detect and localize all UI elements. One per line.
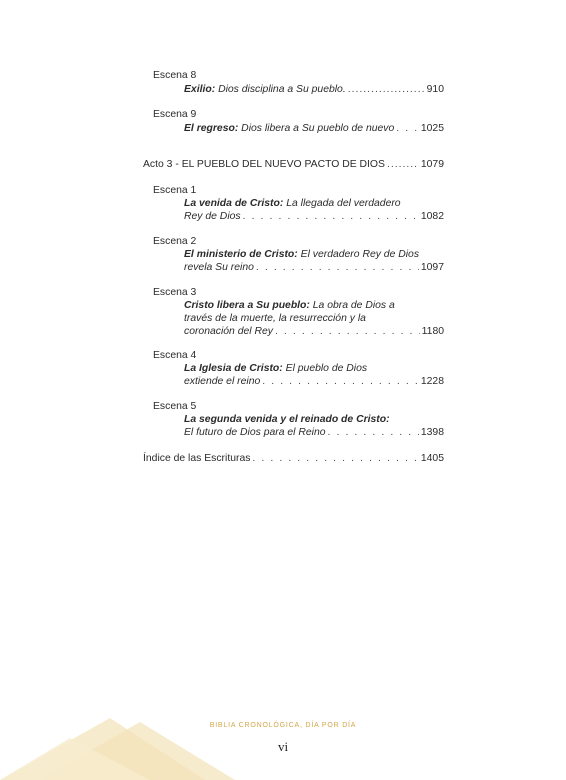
- dot-leader: [252, 453, 418, 464]
- page-number: 1398: [420, 427, 444, 438]
- toc-entry-ministerio-de-cristo[interactable]: [184, 262, 444, 273]
- dot-leader: [243, 211, 419, 222]
- entry-subtitle: coronación del Rey: [184, 326, 273, 337]
- page-number: 1405: [420, 453, 444, 464]
- scene-label: Escena 3: [153, 287, 197, 298]
- scene-label: Escena 2: [153, 236, 197, 247]
- entry-subtitle: Rey de Dios: [184, 211, 241, 222]
- page-number: 1228: [420, 376, 444, 387]
- toc-entry-iglesia-de-cristo[interactable]: [184, 376, 444, 387]
- dot-leader: [328, 427, 419, 438]
- entry-subtitle: El pueblo de Dios: [282, 363, 368, 374]
- scene-label: Escena 9: [153, 109, 197, 120]
- scene-label: Escena 1: [153, 185, 197, 196]
- entry-subtitle: El verdadero Rey de Dios: [297, 249, 420, 260]
- toc-entry-exilio[interactable]: [184, 84, 444, 95]
- dot-leader: [262, 376, 419, 387]
- entry-line: [184, 300, 395, 311]
- footer-book-title: BIBLIA CRONOLÓGICA, DÍA POR DÍA: [209, 722, 357, 729]
- toc-entry-regreso[interactable]: [184, 123, 444, 134]
- entry-line: [184, 249, 419, 260]
- entry-bold-title: La segunda venida y el reinado de Cristo:: [184, 414, 390, 425]
- entry-bold-title: Exilio:: [184, 84, 216, 95]
- page-number: 1082: [420, 211, 444, 222]
- dot-leader: [387, 159, 419, 170]
- entry-line: [184, 363, 367, 374]
- entry-line: [184, 198, 401, 209]
- entry-subtitle: extiende el reino: [184, 376, 261, 387]
- page-number: 910: [426, 84, 444, 95]
- toc-entry-cristo-libera[interactable]: [184, 326, 444, 337]
- page-number: 1097: [420, 262, 444, 273]
- index-title: Índice de las Escrituras: [143, 453, 251, 464]
- entry-subtitle: La llegada del verdadero: [283, 198, 401, 209]
- dot-leader: [256, 262, 419, 273]
- toc-entry-venida-de-cristo[interactable]: [184, 211, 444, 222]
- entry-bold-title: Cristo libera a Su pueblo:: [184, 300, 310, 311]
- entry-subtitle: El futuro de Dios para el Reino: [184, 427, 326, 438]
- scene-label: Escena 4: [153, 350, 197, 361]
- toc-entry-indice[interactable]: [143, 453, 444, 464]
- entry-bold-title: El regreso:: [184, 123, 239, 134]
- dot-leader: [348, 84, 425, 95]
- entry-subtitle: Dios disciplina a Su pueblo.: [215, 84, 346, 95]
- dot-leader: [396, 123, 419, 134]
- toc-entry-segunda-venida[interactable]: [184, 427, 444, 438]
- entry-subtitle: revela Su reino: [184, 262, 254, 273]
- dot-leader: [275, 326, 420, 337]
- entry-line: [184, 414, 390, 425]
- scene-label: Escena 8: [153, 70, 197, 81]
- entry-subtitle: Dios libera a Su pueblo de nuevo: [238, 123, 395, 134]
- entry-line: través de la muerte, la resurrección y la: [184, 313, 366, 324]
- entry-subtitle: La obra de Dios a: [309, 300, 395, 311]
- page-number: 1079: [420, 159, 444, 170]
- entry-bold-title: El ministerio de Cristo:: [184, 249, 298, 260]
- footer-page-number: vi: [277, 739, 289, 754]
- scene-label: Escena 5: [153, 401, 197, 412]
- page-number: 1025: [420, 123, 444, 134]
- toc-entry-act-3[interactable]: [143, 159, 444, 170]
- entry-bold-title: La venida de Cristo:: [184, 198, 284, 209]
- act-title: Acto 3 - EL PUEBLO DEL NUEVO PACTO DE DIOS: [143, 159, 385, 170]
- page-number: 1180: [421, 326, 444, 337]
- entry-bold-title: La Iglesia de Cristo:: [184, 363, 283, 374]
